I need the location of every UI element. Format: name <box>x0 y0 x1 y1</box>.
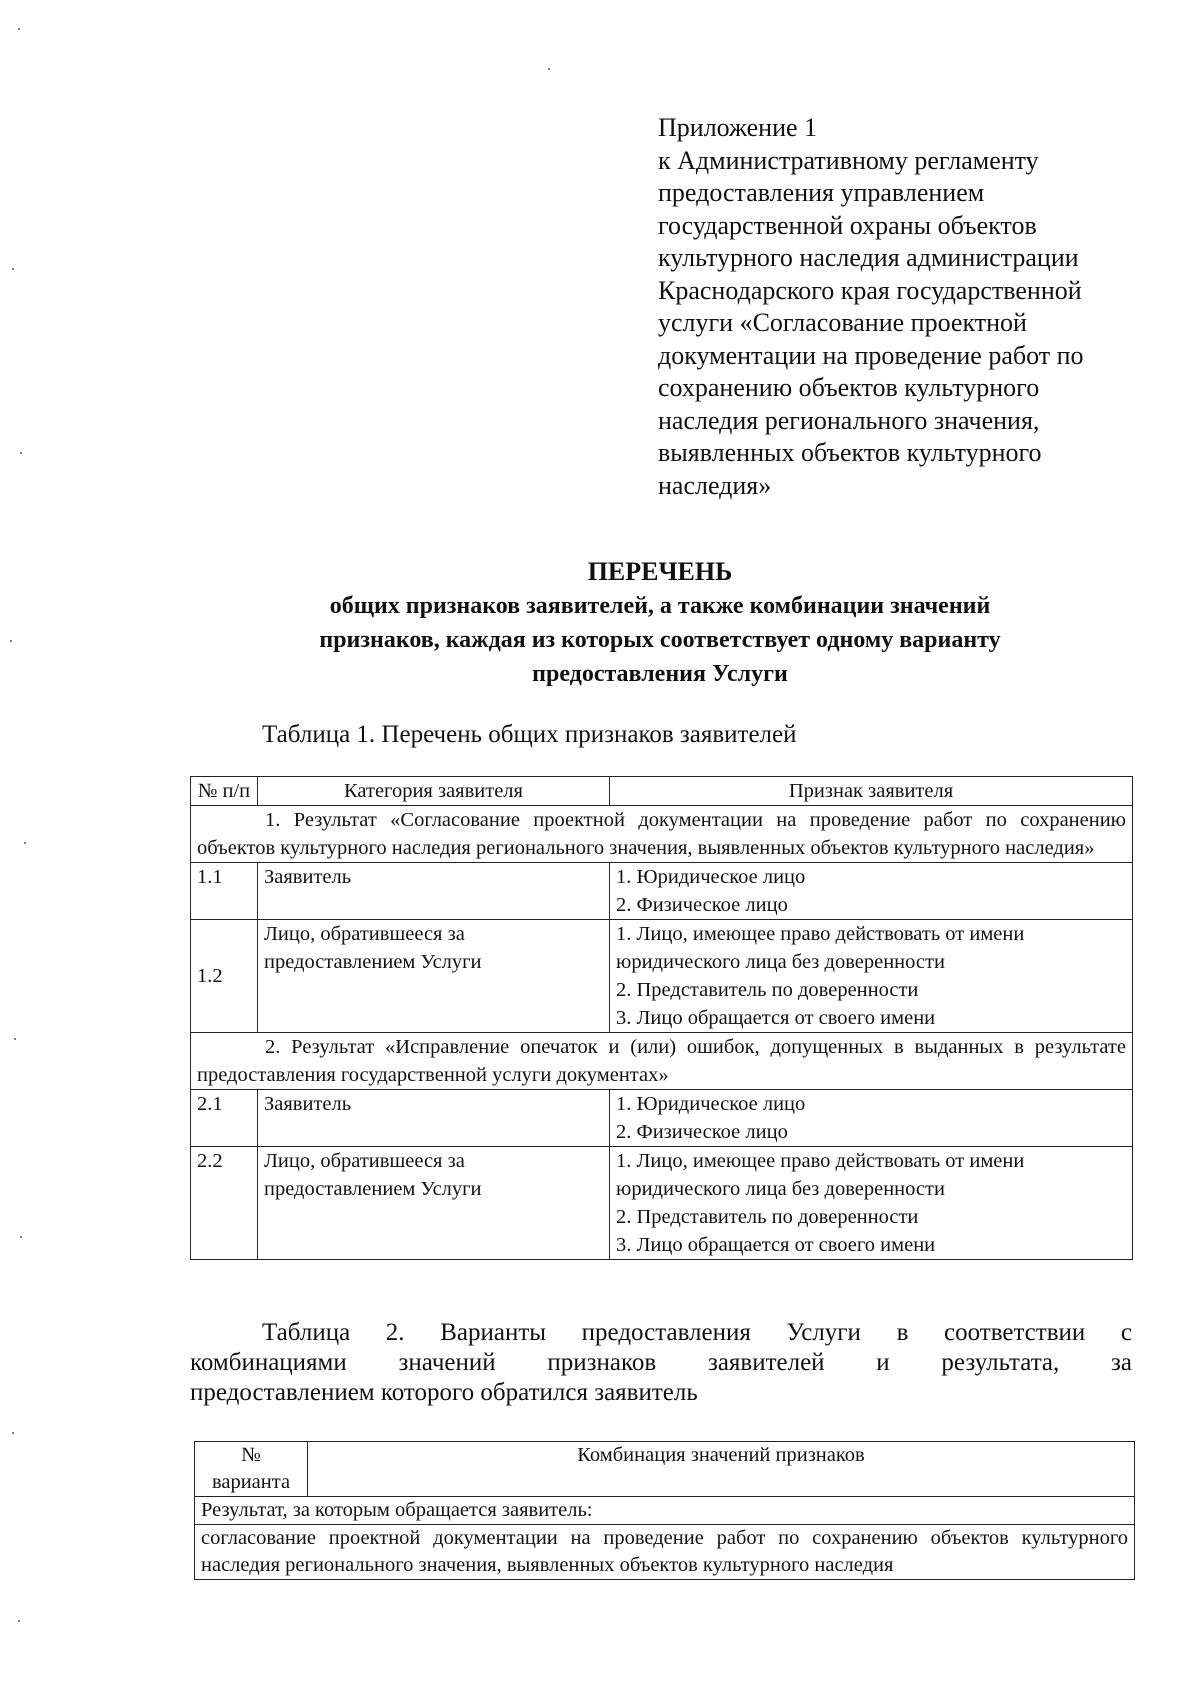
caption-line: комбинациями значений признаков заявителей и результата, за <box>190 1349 1132 1376</box>
sign-item: 3. Лицо обращается от своего имени <box>616 1007 936 1029</box>
table-header-row <box>195 1442 1135 1497</box>
row-category: Лицо, обратившееся за предоставлением Услуги <box>258 1147 610 1260</box>
scan-speck <box>20 1236 22 1238</box>
table2-caption <box>190 1318 1132 1408</box>
row-signs <box>610 1147 1133 1260</box>
section-title-text: 1. Результат «Согласование проектной документации на проведение работ по сохранению объектов культурного наследия регионального значения, выявленных объектов культурного наследия» <box>197 809 1126 859</box>
heading-line: предоставления Услуги <box>532 661 788 687</box>
sign-item: 1. Лицо, имеющее право действовать от имени юридического лица без доверенности <box>616 923 1025 973</box>
appendix-line: предоставления управлением <box>658 178 985 207</box>
caption-line: предоставлением которого обратился заявитель <box>190 1379 698 1406</box>
table-row <box>191 1147 1133 1260</box>
table-header-row <box>191 777 1133 806</box>
appendix-line: Краснодарского края государственной <box>658 275 1082 305</box>
header-combination: Комбинация значений признаков <box>308 1442 1135 1497</box>
appendix-line: услуги «Согласование проектной <box>658 308 1027 337</box>
caption-line <box>190 1318 1132 1348</box>
row-number: 2.1 <box>191 1090 258 1147</box>
table1-caption: Таблица 1. Перечень общих признаков заявителей <box>262 721 797 748</box>
appendix-line: наследия регионального значения, <box>658 405 1040 435</box>
row-signs <box>610 863 1133 920</box>
table-row <box>191 1090 1133 1147</box>
result-text: согласование проектной документации на проведение работ по сохранению объектов культурного наследия регионального значения, выявленных объектов культурного наследия <box>195 1525 1135 1580</box>
header-number: № п/п <box>191 777 258 806</box>
scan-speck <box>12 1432 14 1434</box>
sign-item: 2. Физическое лицо <box>616 1121 788 1143</box>
section-title <box>191 806 1133 863</box>
section-title-text: 2. Результат «Исправление опечаток и (или) ошибок, допущенных в выданных в результате предоставления государственной услуги документах» <box>197 1036 1126 1086</box>
heading-line: общих признаков заявителей, а также комбинации значений <box>329 593 991 619</box>
appendix-line: сохранению объектов культурного <box>658 373 1040 402</box>
appendix-line: Приложение 1 <box>658 113 818 142</box>
table-row <box>191 863 1133 920</box>
heading-line: признаков, каждая из которых соответствует одному варианту <box>319 627 1001 653</box>
table-row <box>195 1497 1135 1525</box>
appendix-line: культурного наследия администрации <box>658 243 1079 272</box>
appendix-line: к Административному регламенту <box>658 145 1039 175</box>
header-category: Категория заявителя <box>258 777 610 806</box>
header-variant-number: № варианта <box>195 1442 308 1497</box>
section-row <box>191 806 1133 863</box>
result-label: Результат, за которым обращается заявитель: <box>195 1497 1135 1525</box>
sign-item: 1. Юридическое лицо <box>616 1093 806 1115</box>
document-heading <box>190 555 1130 691</box>
scan-speck <box>24 842 26 844</box>
appendix-note <box>658 112 1128 502</box>
table-row <box>195 1525 1135 1580</box>
section-title <box>191 1033 1133 1090</box>
caption-line-text: Таблица 2. Варианты предоставления Услуги в соответствии с <box>262 1319 1132 1346</box>
row-category: Заявитель <box>258 863 610 920</box>
sign-item: 2. Физическое лицо <box>616 894 788 916</box>
appendix-line: выявленных объектов культурного <box>658 438 1042 467</box>
appendix-line: государственной охраны объектов <box>658 210 1037 240</box>
appendix-line: наследия» <box>658 470 772 500</box>
appendix-line: документации на проведение работ по <box>658 340 1084 370</box>
sign-item: 2. Представитель по доверенности <box>616 1206 919 1228</box>
scan-speck <box>548 68 550 70</box>
sign-item: 1. Лицо, имеющее право действовать от имени юридического лица без доверенности <box>616 1150 1025 1200</box>
scan-speck <box>20 452 22 454</box>
applicant-signs-table <box>190 776 1133 1260</box>
row-number: 2.2 <box>191 1147 258 1260</box>
sign-item: 3. Лицо обращается от своего имени <box>616 1234 936 1256</box>
table-row <box>191 920 1133 1033</box>
row-number: 1.2 <box>191 920 258 1033</box>
scan-speck <box>14 1038 16 1040</box>
sign-item: 2. Представитель по доверенности <box>616 979 919 1001</box>
scan-speck <box>12 268 14 270</box>
heading-title: ПЕРЕЧЕНЬ <box>587 557 733 586</box>
row-category: Лицо, обратившееся за предоставлением Услуги <box>258 920 610 1033</box>
row-signs <box>610 920 1133 1033</box>
scan-speck <box>18 28 20 30</box>
row-signs <box>610 1090 1133 1147</box>
scan-speck <box>10 640 12 642</box>
row-category: Заявитель <box>258 1090 610 1147</box>
row-number: 1.1 <box>191 863 258 920</box>
sign-item: 1. Юридическое лицо <box>616 866 806 888</box>
section-row <box>191 1033 1133 1090</box>
service-variants-table <box>194 1441 1135 1580</box>
scan-speck <box>18 1620 20 1622</box>
header-sign: Признак заявителя <box>610 777 1133 806</box>
